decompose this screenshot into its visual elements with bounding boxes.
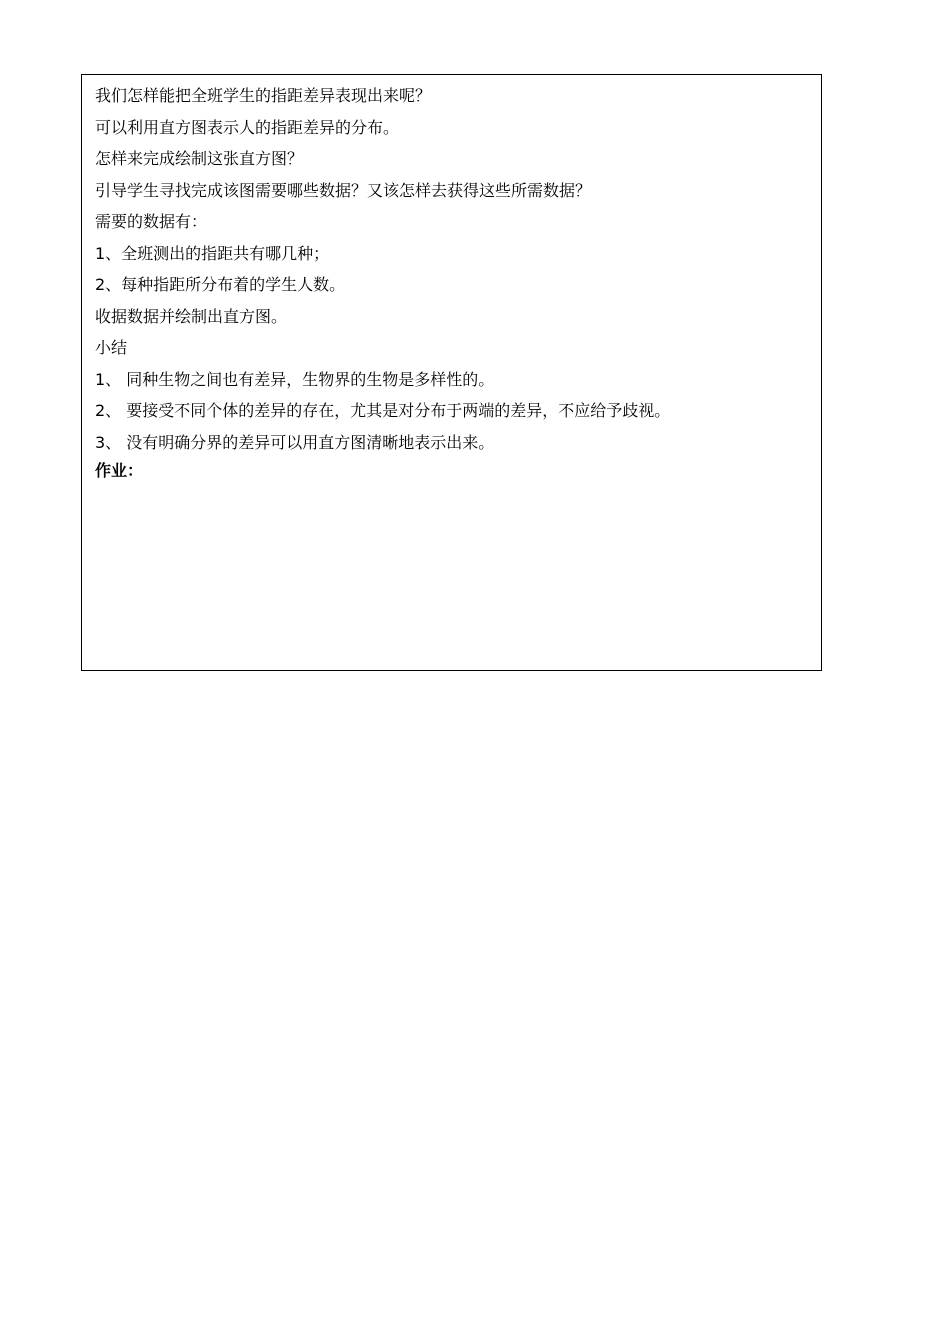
lesson-text-lines [95,80,811,484]
lesson-line: 收据数据并绘制出直方图。 [95,306,288,326]
summary-item: 1、 同种生物之间也有差异，生物界的生物是多样性的。 [95,369,495,389]
homework-label: 作业： [95,461,144,480]
lesson-line: 怎样来完成绘制这张直方图？ [95,149,304,168]
lesson-line: 可以利用直方图表示人的指距差异的分布。 [95,117,400,137]
summary-item: 3、 没有明确分界的差异可以用直方图清晰地表示出来。 [95,432,495,452]
lesson-line: 1、全班测出的指距共有哪几种； [95,243,330,263]
lesson-line: 需要的数据有： [95,212,208,231]
lesson-table-cell [81,74,822,671]
lesson-line: 引导学生寻找完成该图需要哪些数据？又该怎样去获得这些所需数据？ [95,180,592,200]
summary-heading: 小结 [95,338,128,357]
summary-item: 2、 要接受不同个体的差异的存在，尤其是对分布于两端的差异，不应给予歧视。 [95,401,671,420]
lesson-line: 我们怎样能把全班学生的指距差异表现出来呢？ [95,86,432,105]
lesson-line: 2、每种指距所分布着的学生人数。 [95,275,346,294]
